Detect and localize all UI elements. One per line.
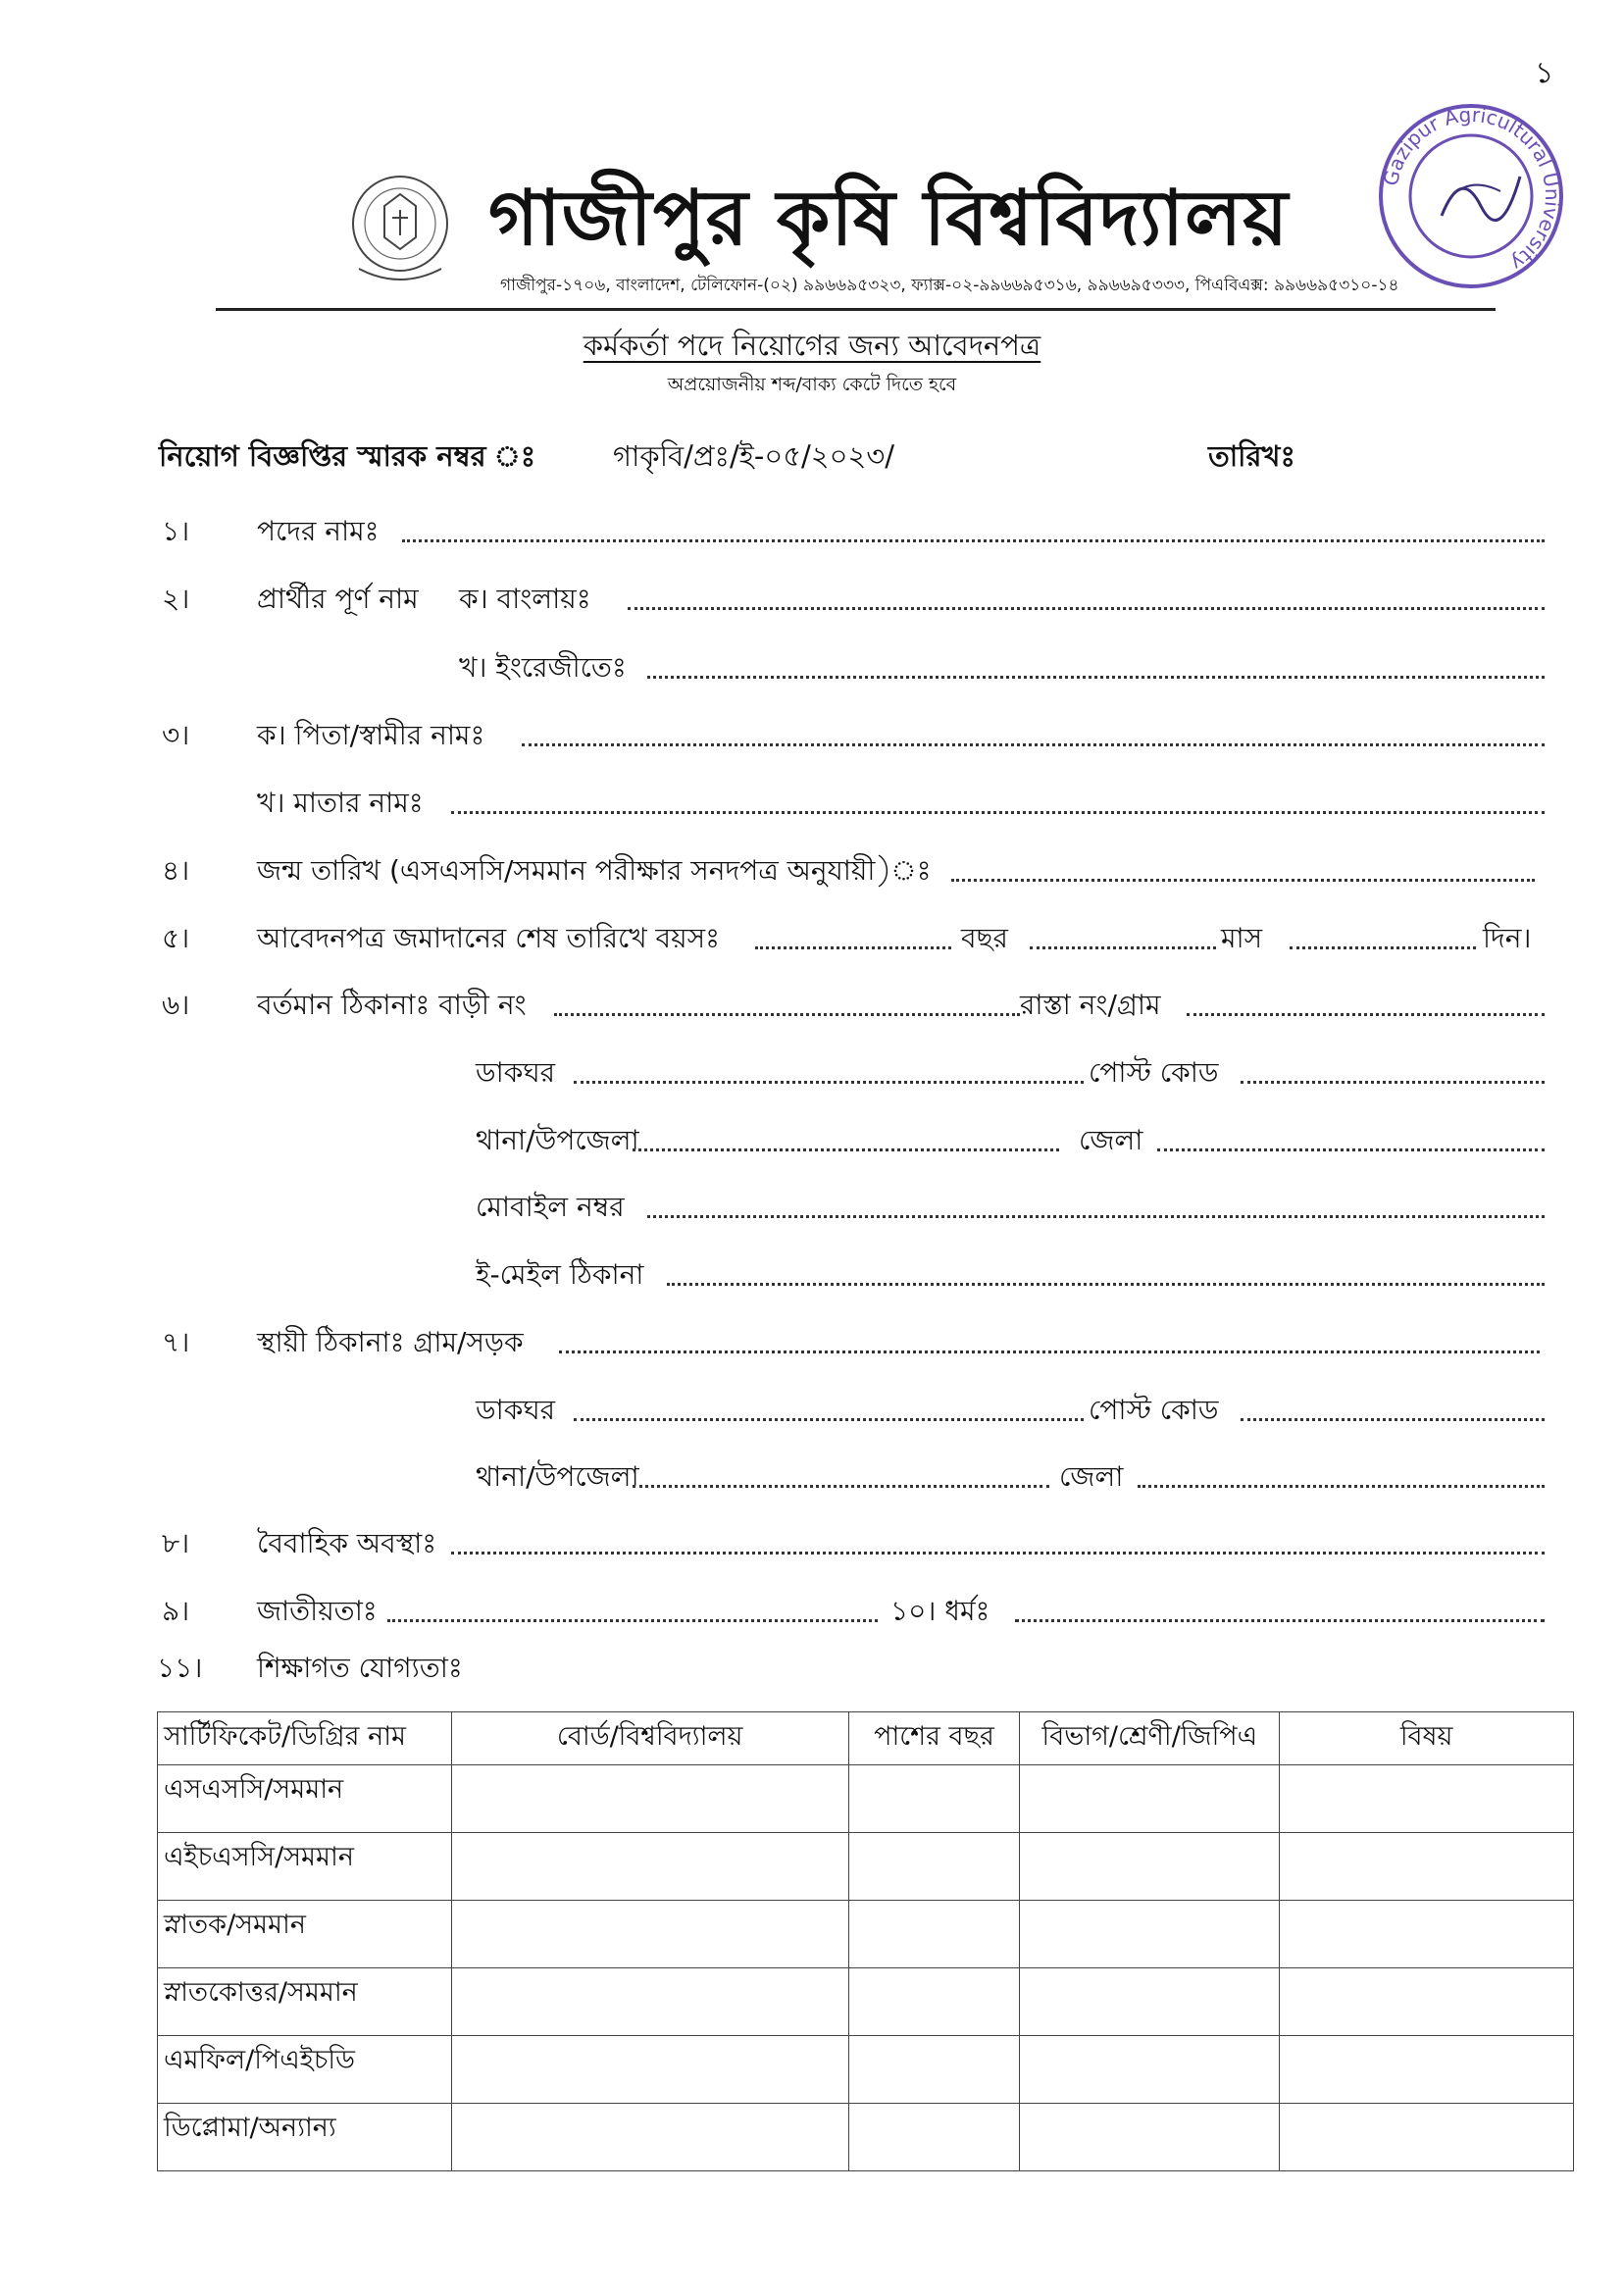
university-name: গাজীপুর কৃষি বিশ্ববিদ্যালয় xyxy=(488,175,1290,263)
table-cell[interactable] xyxy=(848,2104,1020,2171)
age-day-field[interactable] xyxy=(1290,946,1476,949)
svg-text:Gazipur Agricultural Universit: Gazipur Agricultural University xyxy=(1378,102,1565,276)
university-seal xyxy=(1373,98,1569,294)
form-subtitle: অপ্রয়োজনীয় শব্দ/বাক্য কেটে দিতে হবে xyxy=(667,374,957,395)
education-label: শিক্ষাগত যোগ্যতাঃ xyxy=(257,1652,463,1684)
degree-name: এমফিল/পিএইচডি xyxy=(158,2036,452,2104)
degree-name: স্নাতক/সমমান xyxy=(158,1901,452,1968)
degree-name: ডিপ্লোমা/অন্যান্য xyxy=(158,2104,452,2171)
item-number: ৬। xyxy=(162,989,190,1021)
column-header: পাশের বছর xyxy=(848,1712,1020,1765)
district-label: জেলা xyxy=(1059,1460,1124,1493)
email-label: ই-মেইল ঠিকানা xyxy=(476,1258,644,1291)
post-office-label: ডাকঘর xyxy=(476,1394,556,1426)
permanent-address-label: স্থায়ী ঠিকানাঃ গ্রাম/সড়ক xyxy=(257,1326,524,1358)
nationality-field[interactable] xyxy=(387,1619,878,1622)
item-number: ১। xyxy=(162,515,190,547)
post-code-field[interactable] xyxy=(1241,1081,1545,1084)
religion-label: ১০। ধর্মঃ xyxy=(890,1595,990,1627)
thana-label: থানা/উপজেলা xyxy=(476,1124,639,1156)
table-row xyxy=(158,1765,1574,1833)
name-bangla-field[interactable] xyxy=(628,607,1545,610)
degree-name: এসএসসি/সমমান xyxy=(158,1765,452,1833)
table-cell[interactable] xyxy=(1020,1765,1280,1833)
email-field[interactable] xyxy=(667,1283,1545,1286)
header-divider xyxy=(216,308,1496,311)
post-name-field[interactable] xyxy=(402,539,1545,542)
education-table xyxy=(157,1711,1574,2171)
column-header: বিষয় xyxy=(1280,1712,1574,1765)
thana-label: থানা/উপজেলা xyxy=(476,1460,639,1493)
table-header-row xyxy=(158,1712,1574,1765)
table-cell[interactable] xyxy=(451,2036,848,2104)
house-no-field[interactable] xyxy=(554,1013,1020,1016)
dob-field[interactable] xyxy=(951,879,1535,882)
post-code-label: পোস্ট কোড xyxy=(1089,1056,1219,1089)
table-cell[interactable] xyxy=(848,1901,1020,1968)
item-number: ২। xyxy=(162,583,190,615)
father-name-field[interactable] xyxy=(522,743,1545,746)
table-cell[interactable] xyxy=(1280,1833,1574,1901)
table-cell[interactable] xyxy=(1280,2104,1574,2171)
marital-status-label: বৈবাহিক অবস্থাঃ xyxy=(257,1527,437,1559)
post-office-field[interactable] xyxy=(574,1081,1084,1084)
table-cell[interactable] xyxy=(848,1765,1020,1833)
age-month-field[interactable] xyxy=(1030,946,1216,949)
table-cell[interactable] xyxy=(1280,2036,1574,2104)
table-cell[interactable] xyxy=(1280,1968,1574,2036)
table-cell[interactable] xyxy=(1020,2104,1280,2171)
year-label: বছর xyxy=(961,922,1008,954)
item-number: ৩। xyxy=(162,719,190,751)
name-bangla-label: ক। বাংলায়ঃ xyxy=(459,583,591,615)
road-label: রাস্তা নং/গ্রাম xyxy=(1020,989,1161,1021)
table-cell[interactable] xyxy=(1280,1901,1574,1968)
item-number: ৯। xyxy=(162,1595,190,1627)
road-field[interactable] xyxy=(1187,1013,1545,1016)
table-cell[interactable] xyxy=(451,1833,848,1901)
item-number: ৭। xyxy=(162,1326,190,1358)
degree-name: এইচএসসি/সমমান xyxy=(158,1833,452,1901)
item-number: ৪। xyxy=(162,854,190,887)
item-number: ৫। xyxy=(162,922,190,954)
thana-field[interactable] xyxy=(633,1148,1059,1151)
applicant-name-label: প্রার্থীর পূর্ণ নাম xyxy=(257,583,419,615)
post-name-label: পদের নামঃ xyxy=(257,515,380,547)
religion-field[interactable] xyxy=(1015,1619,1545,1622)
district-field[interactable] xyxy=(1157,1148,1545,1151)
mother-name-label: খ। মাতার নামঃ xyxy=(257,787,424,819)
table-cell[interactable] xyxy=(848,1968,1020,2036)
table-cell[interactable] xyxy=(451,1765,848,1833)
item-number: ৮। xyxy=(162,1527,190,1559)
name-english-label: খ। ইংরেজীতেঃ xyxy=(459,651,627,684)
name-english-field[interactable] xyxy=(647,676,1545,679)
dob-label: জন্ম তারিখ (এসএসসি/সমমান পরীক্ষার সনদপত্র অনুযায়ী)ঃ xyxy=(257,854,932,887)
table-cell[interactable] xyxy=(848,2036,1020,2104)
table-row xyxy=(158,1833,1574,1901)
table-row xyxy=(158,2104,1574,2171)
table-row xyxy=(158,1968,1574,2036)
column-header: বোর্ড/বিশ্ববিদ্যালয় xyxy=(451,1712,848,1765)
day-label: দিন। xyxy=(1483,922,1532,954)
marital-status-field[interactable] xyxy=(451,1552,1545,1555)
present-address-label: বর্তমান ঠিকানাঃ বাড়ী নং xyxy=(257,989,527,1021)
column-header: সার্টিফিকেট/ডিগ্রির নাম xyxy=(158,1712,452,1765)
memo-label: নিয়োগ বিজ্ঞপ্তির স্মারক নম্বর ঃ xyxy=(159,439,536,473)
table-cell[interactable] xyxy=(451,1968,848,2036)
table-cell[interactable] xyxy=(1020,1901,1280,1968)
page-number: ১ xyxy=(1535,56,1554,90)
post-code-label: পোস্ট কোড xyxy=(1089,1394,1219,1426)
table-cell[interactable] xyxy=(1020,1968,1280,2036)
permanent-post-code-field[interactable] xyxy=(1241,1418,1545,1421)
village-road-field[interactable] xyxy=(559,1351,1540,1353)
table-cell[interactable] xyxy=(1020,2036,1280,2104)
district-label: জেলা xyxy=(1079,1124,1143,1156)
university-logo xyxy=(345,167,455,294)
table-row xyxy=(158,2036,1574,2104)
table-cell[interactable] xyxy=(1020,1833,1280,1901)
permanent-thana-field[interactable] xyxy=(633,1485,1049,1488)
table-cell[interactable] xyxy=(451,1901,848,1968)
post-office-label: ডাকঘর xyxy=(476,1056,556,1089)
column-header: বিভাগ/শ্রেণী/জিপিএ xyxy=(1020,1712,1280,1765)
memo-number: গাকৃবি/প্রঃ/ই-০৫/২০২৩/ xyxy=(613,439,894,473)
nationality-label: জাতীয়তাঃ xyxy=(257,1595,378,1627)
university-address: গাজীপুর-১৭০৬, বাংলাদেশ, টেলিফোন-(০২) ৯৯৬৬৯৫৩২৩, ফ্যাক্স-০২-৯৯৬৬৯৫৩১৬, ৯৯৬৬৯৫৩৩৩, পিএবিএক্স: ৯৯৬৬৯৫৩১০-১৪ xyxy=(500,276,1399,295)
mother-name-field[interactable] xyxy=(451,811,1545,814)
table-cell[interactable] xyxy=(848,1833,1020,1901)
permanent-district-field[interactable] xyxy=(1138,1485,1545,1488)
degree-name: স্নাতকোত্তর/সমমান xyxy=(158,1968,452,2036)
form-title: কর্মকর্তা পদে নিয়োগের জন্য আবেদনপত্র xyxy=(583,329,1041,362)
permanent-post-office-field[interactable] xyxy=(574,1418,1084,1421)
table-cell[interactable] xyxy=(451,2104,848,2171)
date-label: তারিখঃ xyxy=(1208,439,1295,473)
mobile-field[interactable] xyxy=(647,1215,1545,1218)
age-label: আবেদনপত্র জমাদানের শেষ তারিখে বয়সঃ xyxy=(257,922,721,954)
age-year-field[interactable] xyxy=(755,946,951,949)
father-name-label: ক। পিতা/স্বামীর নামঃ xyxy=(257,719,485,751)
month-label: মাস xyxy=(1221,922,1263,954)
item-number: ১১। xyxy=(157,1652,203,1684)
table-row xyxy=(158,1901,1574,1968)
table-cell[interactable] xyxy=(1280,1765,1574,1833)
mobile-label: মোবাইল নম্বর xyxy=(476,1191,625,1223)
